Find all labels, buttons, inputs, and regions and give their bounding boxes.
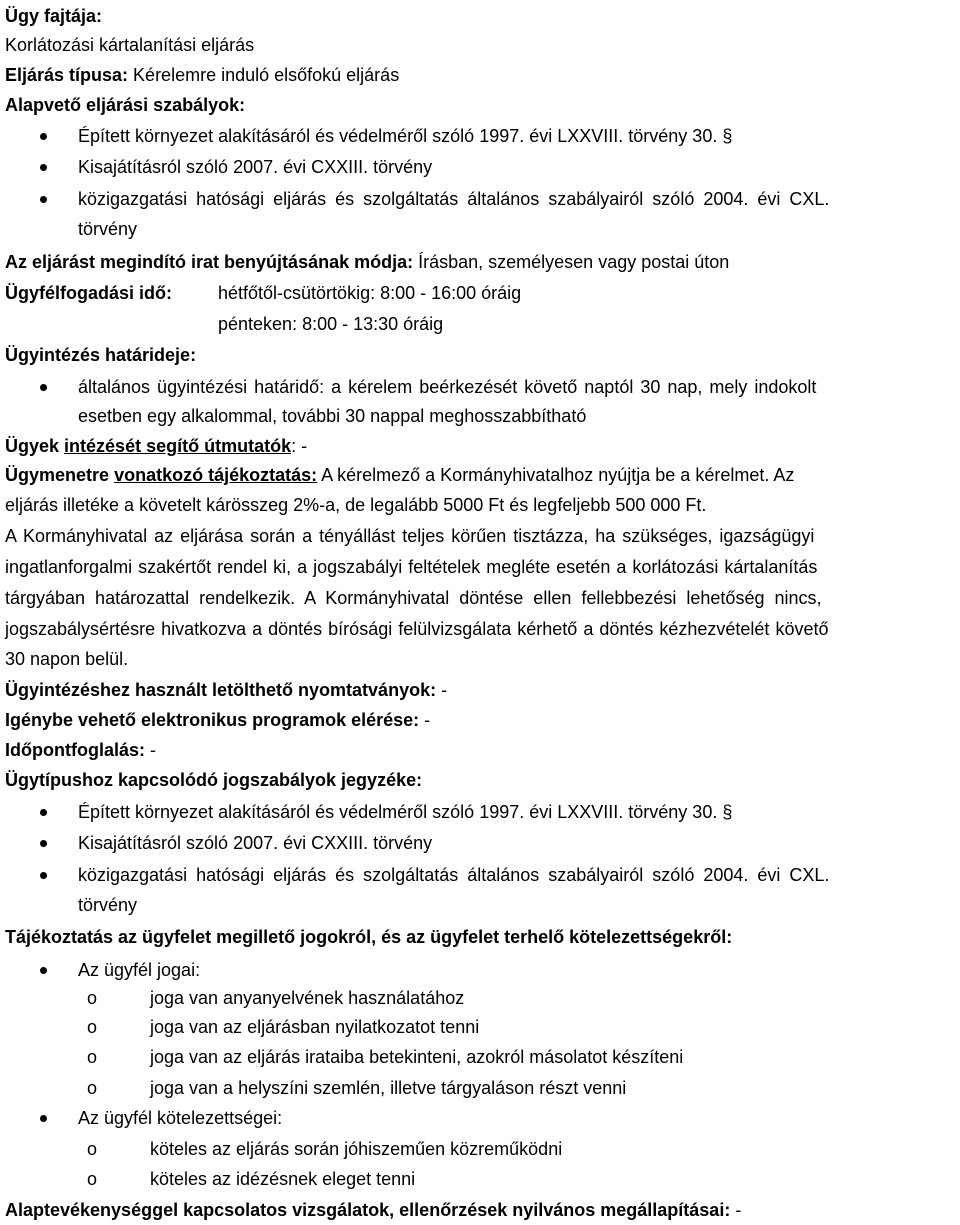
- electronic-value: -: [419, 710, 431, 730]
- bullet-icon: [40, 196, 47, 203]
- submission-value: Írásban, személyesen vagy postai úton: [413, 252, 730, 272]
- booking-label: Időpontfoglalás:: [5, 740, 145, 760]
- basic-rule-item: Épített környezet alakításáról és védelméről szóló 1997. évi LXXVIII. törvény 30. §: [78, 126, 733, 146]
- procedure-type-label: Eljárás típusa:: [5, 65, 129, 85]
- bullet-icon: [40, 133, 47, 140]
- guides-label-a: Ügyek: [5, 436, 60, 456]
- deadline-line1: általános ügyintézési határidő: a kérelem beérkezését követő naptól 30 nap, mely indokolt: [78, 377, 817, 397]
- law-item: Kisajátításról szóló 2007. évi CXXIII. törvény: [78, 833, 433, 853]
- procedure-para-line: A Kormányhivatal az eljárása során a tényállást teljes körűen tisztázza, ha szükséges, igazságügyi: [5, 526, 815, 546]
- guides: [5, 435, 307, 457]
- guides-value: : -: [291, 436, 308, 456]
- duty-item: köteles az idézésnek eleget tenni: [150, 1169, 416, 1189]
- bullet-icon: [40, 872, 47, 879]
- basic-rule-item: Kisajátításról szóló 2007. évi CXXIII. törvény: [78, 157, 433, 177]
- forms: [5, 679, 447, 701]
- office-hours-label: Ügyfélfogadási idő:: [5, 283, 173, 303]
- booking-value: -: [144, 740, 156, 760]
- electronic-label: Igénybe vehető elektronikus programok elérése:: [5, 710, 420, 730]
- bullet-icon: [40, 809, 47, 816]
- procedure-para-line: 30 napon belül.: [5, 649, 129, 669]
- procedure-para-line: ingatlanforgalmi szakértőt rendel ki, a jogszabályi feltételek megléte esetén a korlátozási kártalanítás: [5, 557, 818, 577]
- circle-bullet-icon: o: [87, 1047, 98, 1067]
- circle-bullet-icon: o: [87, 988, 98, 1008]
- office-hours-line2: pénteken: 8:00 - 13:30 óráig: [218, 314, 444, 334]
- bullet-icon: [40, 840, 47, 847]
- bullet-icon: [40, 967, 47, 974]
- procedure-info-line1: A kérelmező a Kormányhivatalhoz nyújtja be a kérelmet. Az: [317, 465, 795, 485]
- circle-bullet-icon: o: [87, 1017, 98, 1037]
- basic-rule-item: közigazgatási hatósági eljárás és szolgáltatás általános szabályairól szóló 2004. évi CXL.: [78, 189, 830, 209]
- rights-label: Az ügyfél jogai:: [78, 960, 201, 980]
- circle-bullet-icon: o: [87, 1169, 98, 1189]
- inspections: [5, 1199, 741, 1221]
- duties-label: Az ügyfél kötelezettségei:: [78, 1108, 283, 1128]
- electronic: [5, 709, 430, 731]
- right-item: joga van anyanyelvének használatához: [150, 988, 465, 1008]
- submission: [5, 251, 729, 273]
- law-item: Épített környezet alakításáról és védelméről szóló 1997. évi LXXVIII. törvény 30. §: [78, 802, 733, 822]
- case-type-value: Korlátozási kártalanítási eljárás: [5, 35, 255, 55]
- right-item: joga van a helyszíni szemlén, illetve tárgyaláson részt venni: [150, 1078, 627, 1098]
- bullet-icon: [40, 1115, 47, 1122]
- law-item: közigazgatási hatósági eljárás és szolgáltatás általános szabályairól szóló 2004. évi CXL.: [78, 865, 830, 885]
- booking: [5, 739, 156, 761]
- rights-duties-label: Tájékoztatás az ügyfelet megillető jogokról, és az ügyfelet terhelő kötelezettségekről:: [5, 927, 733, 947]
- guides-label-b: intézését segítő útmutatók: [64, 436, 292, 456]
- basic-rule-item-cont: törvény: [78, 219, 138, 239]
- procedure-type: [5, 64, 399, 86]
- right-item: joga van az eljárás irataiba betekinteni, azokról másolatot készíteni: [150, 1047, 684, 1067]
- bullet-icon: [40, 384, 47, 391]
- procedure-info: [5, 464, 794, 486]
- deadline-label: Ügyintézés határideje:: [5, 345, 197, 365]
- forms-value: -: [436, 680, 448, 700]
- procedure-info-label-b: vonatkozó tájékoztatás:: [114, 465, 318, 485]
- inspections-value: -: [730, 1200, 742, 1220]
- procedure-info-line2: eljárás illetéke a követelt kárösszeg 2%-a, de legalább 5000 Ft és legfeljebb 500 000 Ft.: [5, 495, 707, 515]
- procedure-para-line: tárgyában határozattal rendelkezik. A Kormányhivatal döntése ellen fellebbezési lehetőség nincs,: [5, 588, 822, 608]
- office-hours-line1: hétfőtől-csütörtökig: 8:00 - 16:00 óráig: [218, 283, 522, 303]
- bullet-icon: [40, 164, 47, 171]
- circle-bullet-icon: o: [87, 1139, 98, 1159]
- right-item: joga van az eljárásban nyilatkozatot tenni: [150, 1017, 480, 1037]
- case-type-label: Ügy fajtája:: [5, 6, 103, 26]
- deadline-line2: esetben egy alkalommal, további 30 nappal meghosszabbítható: [78, 406, 587, 426]
- procedure-para-line: jogszabálysértésre hivatkozva a döntés bírósági felülvizsgálata kérhető a döntés kézhezvételét követő: [5, 619, 829, 639]
- inspections-label: Alaptevékenységgel kapcsolatos vizsgálatok, ellenőrzések nyilvános megállapításai:: [5, 1200, 731, 1220]
- forms-label: Ügyintézéshez használt letölthető nyomtatványok:: [5, 680, 437, 700]
- procedure-info-label-a: Ügymenetre: [5, 465, 110, 485]
- submission-label: Az eljárást megindító irat benyújtásának módja:: [5, 252, 414, 272]
- laws-list-label: Ügytípushoz kapcsolódó jogszabályok jegyzéke:: [5, 770, 423, 790]
- circle-bullet-icon: o: [87, 1078, 98, 1098]
- law-item-cont: törvény: [78, 895, 138, 915]
- procedure-type-value: Kérelemre induló elsőfokú eljárás: [128, 65, 400, 85]
- basic-rules-label: Alapvető eljárási szabályok:: [5, 95, 246, 115]
- duty-item: köteles az eljárás során jóhiszeműen közreműködni: [150, 1139, 563, 1159]
